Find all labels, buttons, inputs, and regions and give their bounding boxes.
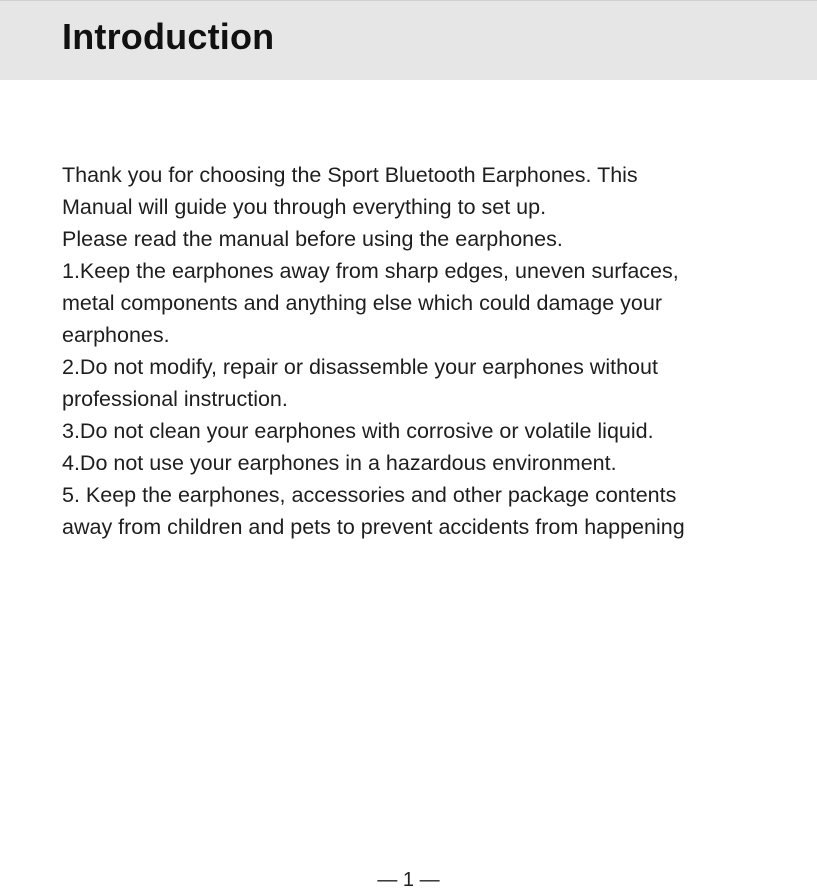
header-bar <box>0 0 817 80</box>
text-line: away from children and pets to prevent accidents from happening <box>62 515 685 539</box>
text-line: 5. Keep the earphones, accessories and other package contents <box>62 483 677 507</box>
text-line: Please read the manual before using the earphones. <box>62 227 563 251</box>
intro-text <box>62 159 807 543</box>
page-title: Introduction <box>62 16 275 57</box>
text-line: earphones. <box>62 323 170 347</box>
text-line: metal components and anything else which could damage your <box>62 291 662 315</box>
text-line: 2.Do not modify, repair or disassemble your earphones without <box>62 355 658 379</box>
text-line: Thank you for choosing the Sport Bluetooth Earphones. This <box>62 163 638 187</box>
text-line: 3.Do not clean your earphones with corrosive or volatile liquid. <box>62 419 654 443</box>
page-number: — 1 — <box>377 869 440 891</box>
text-line: Manual will guide you through everything to set up. <box>62 195 547 219</box>
text-line: professional instruction. <box>62 387 288 411</box>
text-line: 4.Do not use your earphones in a hazardous environment. <box>62 451 617 475</box>
text-line: 1.Keep the earphones away from sharp edges, uneven surfaces, <box>62 259 679 283</box>
